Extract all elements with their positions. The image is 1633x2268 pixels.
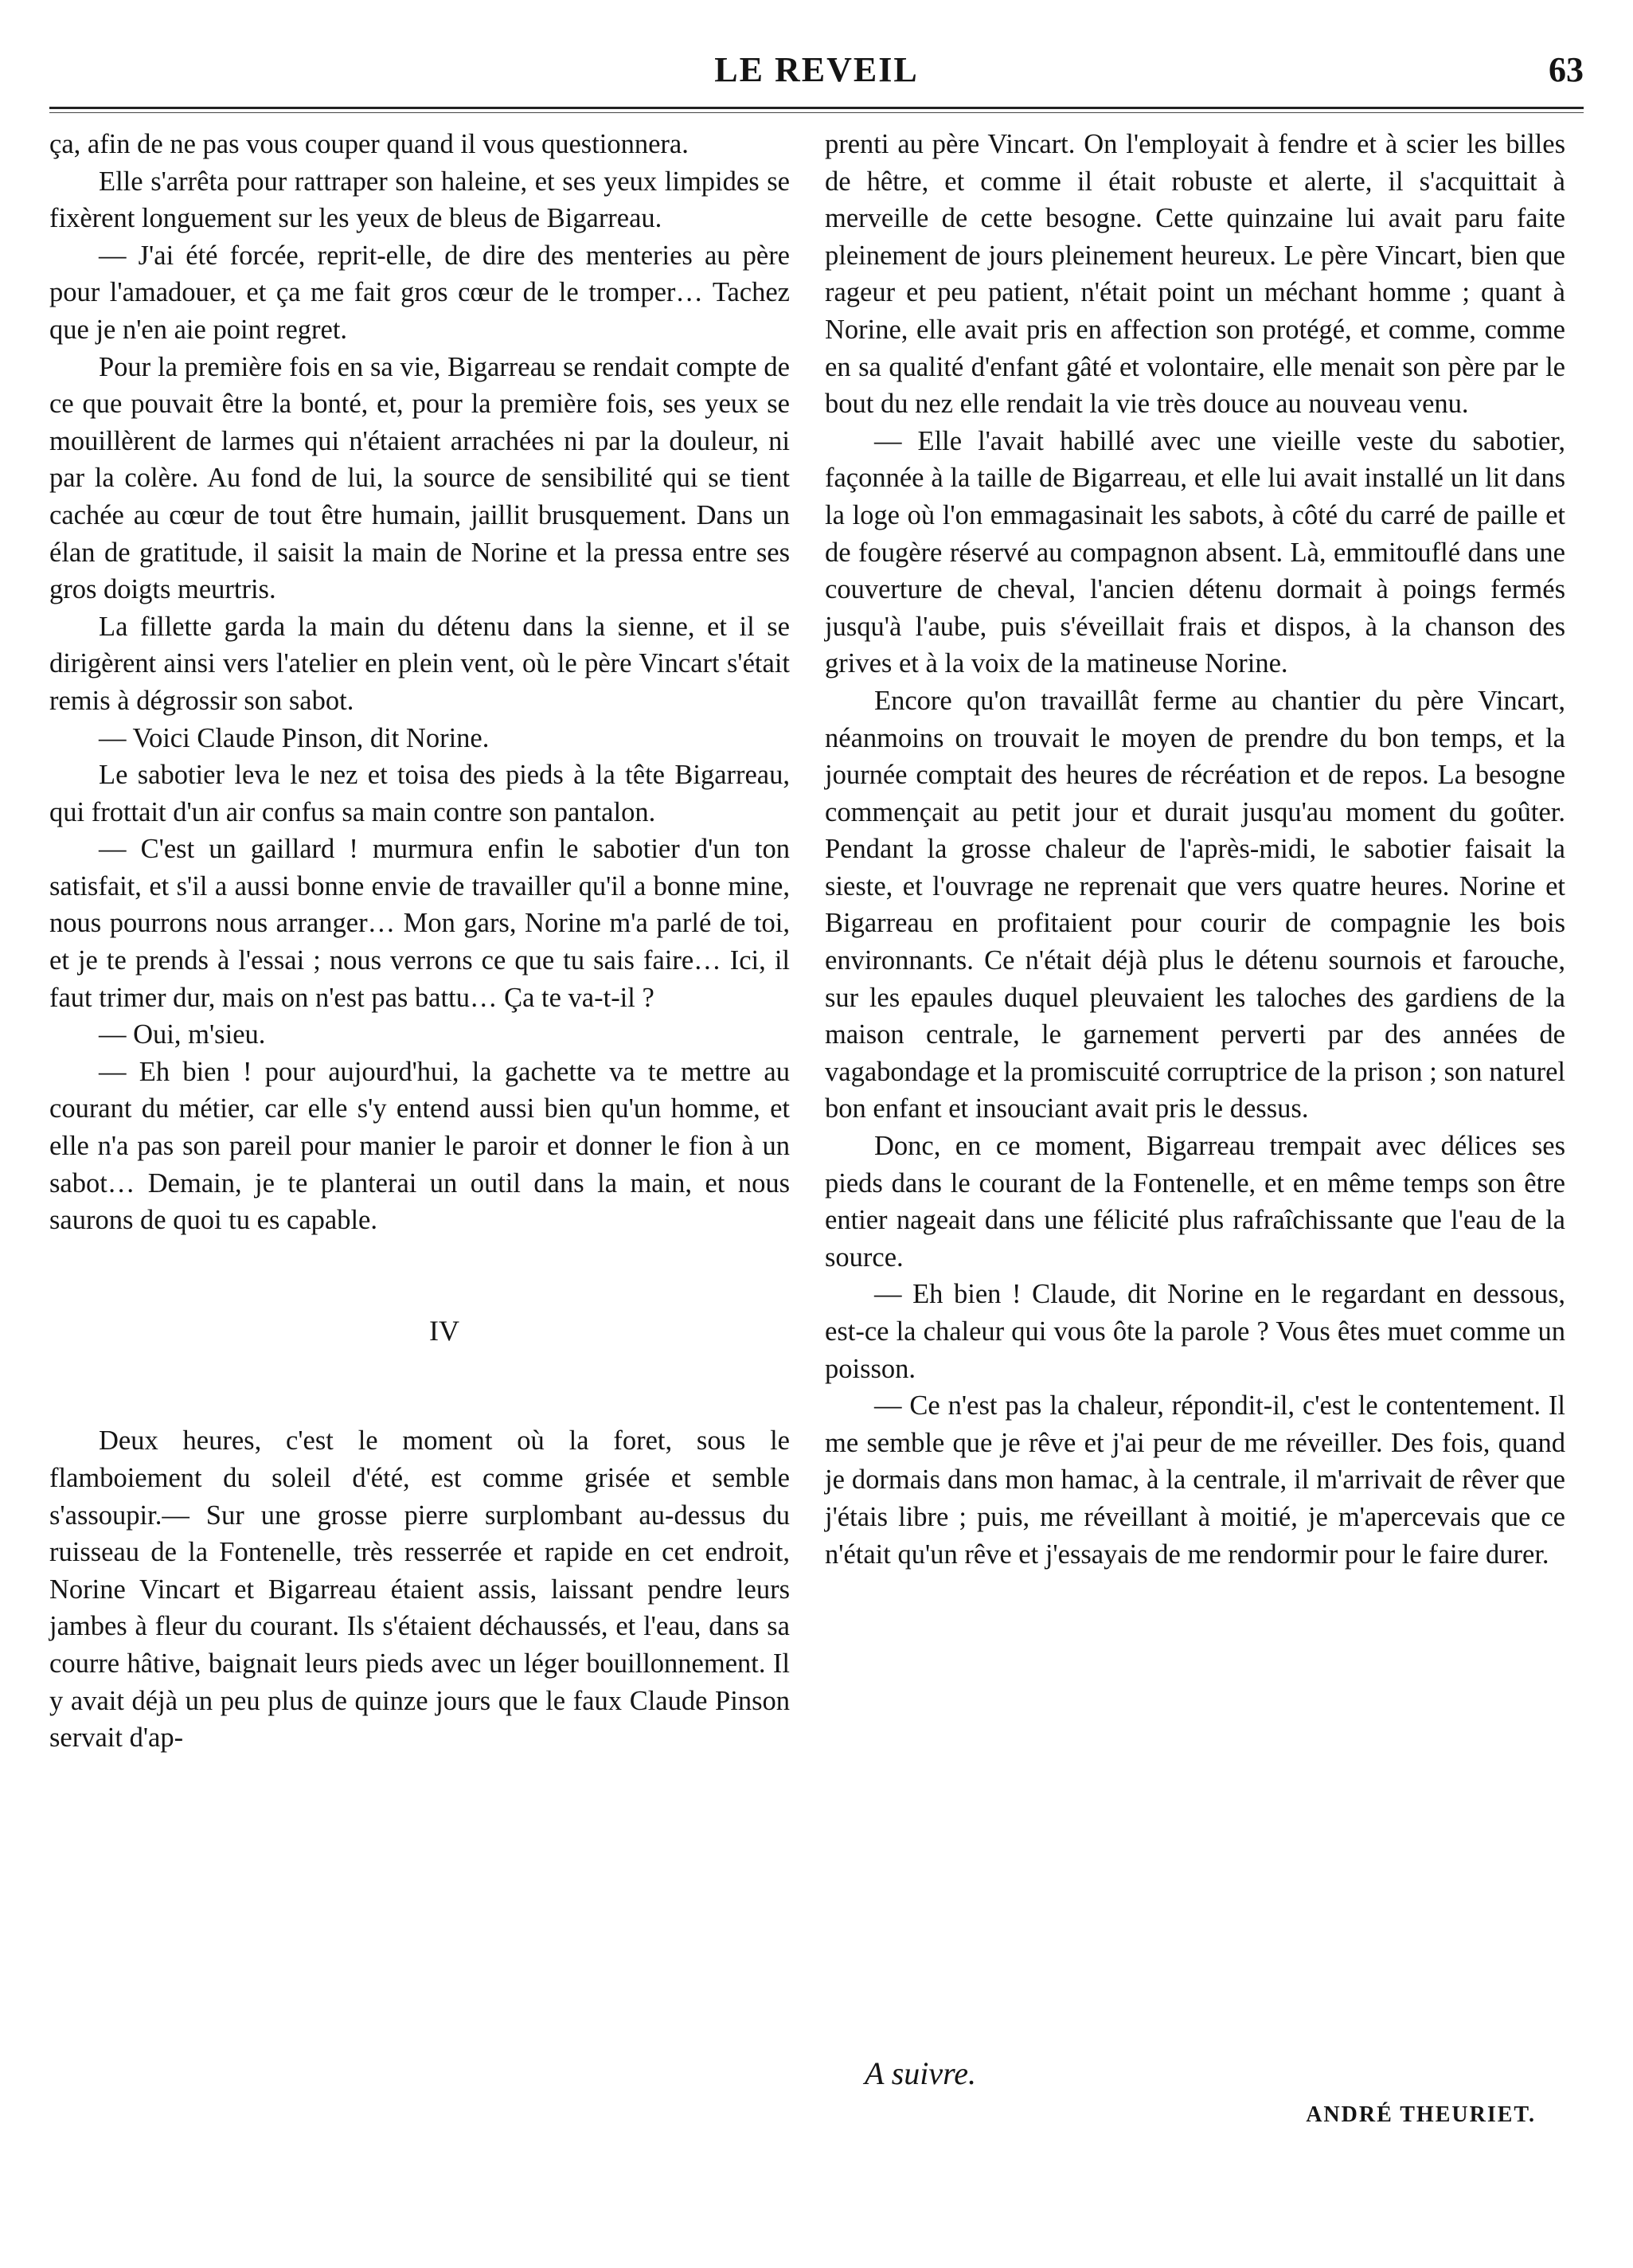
paragraph: — Eh bien ! Claude, dit Norine en le regardant en dessous, est-ce la chaleur qui vous ôte la parole ? Vous êtes muet comme un poisson.	[825, 1279, 1565, 1384]
paragraph: Donc, en ce moment, Bigarreau trempait avec délices ses pieds dans le courant de la Fontenelle, et en même temps son être entier nageait dans une félicité plus rafraîchissante que l'eau de la source.	[825, 1131, 1565, 1273]
paragraph: ça, afin de ne pas vous couper quand il vous questionnera.	[49, 129, 689, 159]
running-title: LE REVEIL	[714, 50, 919, 89]
header-rule-thin	[49, 112, 1584, 113]
paragraph: — Elle l'avait habillé avec une vieille veste du sabotier, façonnée à la taille de Bigarreau, et elle lui avait installé un lit dans la loge où l'on emmagasinait les sabots, à côté du carré de paille et de fougère réservé au compagnon absent. Là, emmitouflé dans une couverture de cheval, l'ancien détenu dormait à poings fermés jusqu'à l'aube, puis s'éveillait frais et dispos, à la chanson des grives et à la voix de la matineuse Norine.	[825, 425, 1565, 679]
paragraph: — C'est un gaillard ! murmura enfin le sabotier d'un ton satisfait, et s'il a aussi bonne envie de travailler qu'il a bonne mine, nous pourrons nous arranger… Mon gars, Norine m'a parlé de toi, et je te prends à l'essai ; nous verrons ce que tu sais faire… Ici, il faut trimer dur, mais on n'est pas battu… Ça te va-t-il ?	[49, 834, 790, 1013]
paragraph: prenti au père Vincart. On l'employait à fendre et à scier les billes de hêtre, et comme il était robuste et alerte, il s'acquittait à merveille de cette besogne. Cette quinzaine lui avait paru faite pleinement de jours pleinement heureux. Le père Vincart, bien que rageur et peu patient, n'était point un méchant homme ; quant à Norine, elle avait pris en affection son protégé, et comme, comme en sa qualité d'enfant gâté et volontaire, elle menait son père par le bout du nez elle rendait la vie très douce au nouveau venu.	[825, 129, 1565, 420]
paragraph: — J'ai été forcée, reprit-elle, de dire des menteries au père pour l'amadouer, et ça me fait gros cœur de le tromper… Tachez que je n'en aie point regret.	[49, 240, 790, 345]
paragraph: Elle s'arrêta pour rattraper son haleine, et ses yeux limpides se fixèrent longuement sur les yeux de bleus de Bigarreau.	[49, 166, 790, 234]
paragraph: Encore qu'on travaillât ferme au chantier du père Vincart, néanmoins on trouvait le moyen de prendre du bon temps, et la journée comptait des heures de récréation et de repos. La besogne commençait au petit jour et durait jusqu'au moment du goûter. Pendant la grosse chaleur de l'après-midi, le sabotier faisait la sieste, et l'ouvrage ne reprenait que vers quatre heures. Norine et Bigarreau en profitaient pour courir de compagnie les bois environnants. Ce n'était déjà plus le détenu sournois et farouche, sur les epaules duquel pleuvaient les taloches des gardiens de la maison centrale, le garnement perverti par des années de vagabondage et la promiscuité corruptrice de la prison ; son naturel bon enfant et insouciant avait pris le dessus.	[825, 685, 1565, 1124]
paragraph: La fillette garda la main du détenu dans la sienne, et il se dirigèrent ainsi vers l'atelier en plein vent, où le père Vincart s'était remis à dégrossir son sabot.	[49, 611, 790, 716]
header-rule	[49, 107, 1584, 109]
left-column	[49, 126, 790, 1757]
to-be-continued: A suivre.	[865, 2055, 976, 2091]
paragraph: — Oui, m'sieu.	[99, 1019, 266, 1050]
paragraph: Le sabotier leva le nez et toisa des pieds à la tête Bigarreau, qui frottait d'un air confus sa main contre son pantalon.	[49, 760, 790, 827]
paragraph: — Eh bien ! pour aujourd'hui, la gachette va te mettre au courant du métier, car elle s'y entend aussi bien qu'un homme, et elle n'a pas son pareil pour manier le paroir et donner le fion à un sabot… Demain, je te planterai un outil dans la main, et nous saurons de quoi tu es capable.	[49, 1056, 790, 1236]
paragraph: Deux heures, c'est le moment où la foret, sous le flamboiement du soleil d'été, est comme grisée et semble s'assoupir.— Sur une grosse pierre surplombant au-dessus du ruisseau de la Fontenelle, très resserrée et rapide en cet endroit, Norine Vincart et Bigarreau étaient assis, laissant pendre leurs jambes à fleur du courant. Ils s'étaient déchaussés, et l'eau, dans sa courre hâtive, baignait leurs pieds avec un léger bouillonnement. Il y avait déjà un peu plus de quinze jours que le faux Claude Pinson servait d'ap-	[49, 1425, 790, 1754]
author-signature: ANDRÉ THEURIET.	[1306, 2102, 1536, 2127]
paragraph: — Voici Claude Pinson, dit Norine.	[99, 722, 490, 753]
page-header	[49, 49, 1584, 97]
right-column	[825, 126, 1565, 1573]
paragraph: Pour la première fois en sa vie, Bigarreau se rendait compte de ce que pouvait être la bonté, et, pour la première fois, ses yeux se mouillèrent de larmes qui n'étaient arrachées ni par la douleur, ni par la colère. Au fond de lui, la source de sensibilité qui se tient cachée au cœur de tout être humain, jaillit brusquement. Dans un élan de gratitude, il saisit la main de Norine et la pressa entre ses gros doigts meurtris.	[49, 351, 790, 605]
page-number: 63	[1549, 50, 1584, 89]
chapter-heading: IV	[429, 1314, 459, 1347]
paragraph: — Ce n'est pas la chaleur, répondit-il, c'est le contentement. Il me semble que je rêve et j'ai peur de me réveiller. Des fois, quand je dormais dans mon hamac, à la centrale, il m'arrivait de rêver que j'étais libre ; puis, me réveillant à moitié, je m'apercevais que ce n'était qu'un rêve et j'essayais de me rendormir pour le faire durer.	[825, 1390, 1565, 1570]
